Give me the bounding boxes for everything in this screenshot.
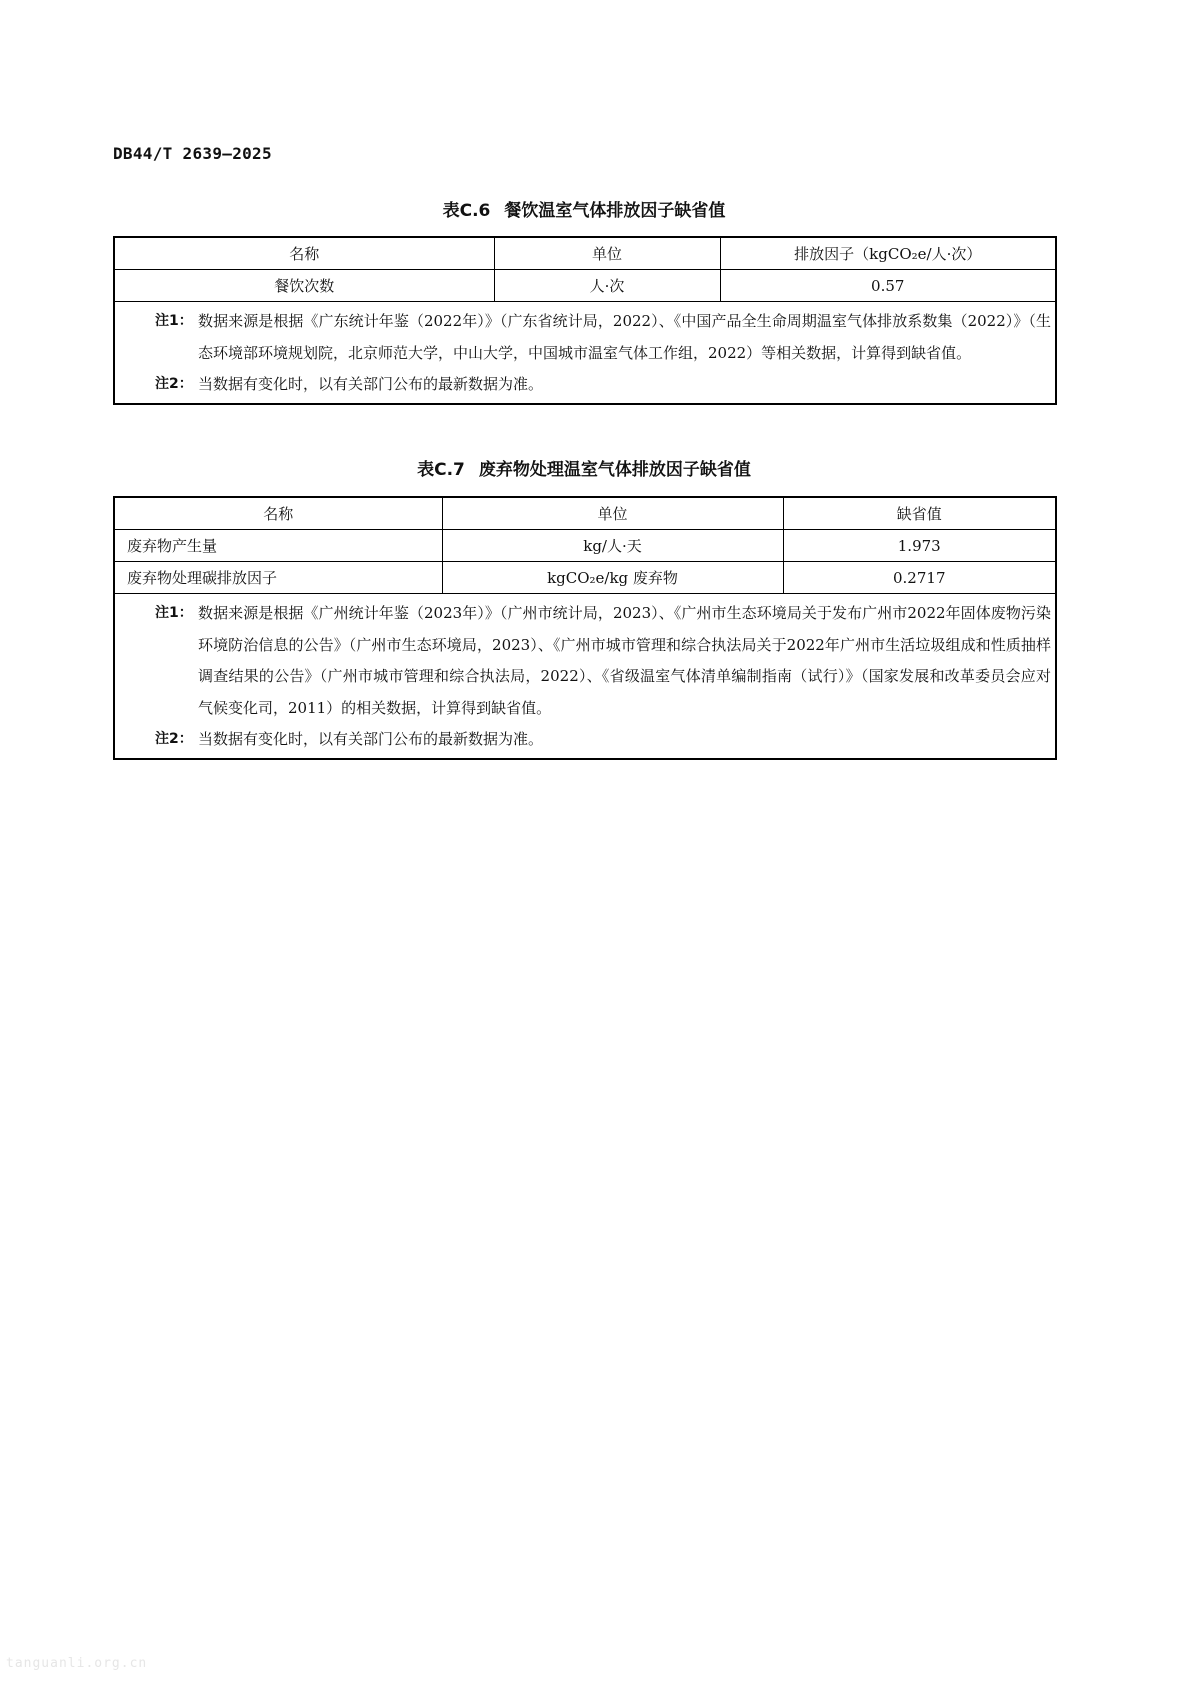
table-cell: kg/人·天: [442, 530, 783, 562]
table-cell: 0.2717: [783, 562, 1056, 594]
header-cell: 缺省值: [783, 497, 1056, 530]
table-c6: [113, 236, 1057, 405]
header-cell: 名称: [114, 237, 494, 270]
header-cell: 单位: [494, 237, 720, 270]
table-cell: kgCO₂e/kg 废弃物: [442, 562, 783, 594]
table-cell: 1.973: [783, 530, 1056, 562]
table-cell: 餐饮次数: [114, 270, 494, 302]
note-text: 当数据有变化时，以有关部门公布的最新数据为准。: [198, 375, 544, 393]
table-row: [114, 530, 1056, 562]
note-text: 数据来源是根据《广东统计年鉴（2022年）》（广东省统计局，2022）、《中国产品全生命周期温室气体排放系数集（2022）》（生态环境部环境规划院，北京师范大学，中山大学，中国城市温室气体工作组，2022）等相关数据，计算得到缺省值。: [198, 312, 1051, 362]
header-cell: 单位: [442, 497, 783, 530]
table-header-row: [114, 237, 1056, 270]
table-cell: 人·次: [494, 270, 720, 302]
note-2: [115, 369, 1055, 401]
table-c7-title: [113, 455, 1055, 480]
document-code: DB44/T 2639—2025: [113, 144, 272, 163]
note-label: 注1：: [155, 605, 193, 621]
header-cell: 名称: [114, 497, 442, 530]
table-c6-number: 表C.6: [442, 201, 491, 221]
watermark: tanguanli.org.cn: [6, 1656, 148, 1671]
table-c6-title: [113, 196, 1055, 221]
table-cell: 0.57: [720, 270, 1056, 302]
note-label: 注2：: [155, 376, 193, 392]
table-c6-title-text: 餐饮温室气体排放因子缺省值: [504, 201, 726, 221]
notes-row: [114, 594, 1056, 759]
notes-cell: [114, 594, 1056, 759]
table-row: [114, 270, 1056, 302]
note-2: [115, 724, 1055, 756]
header-cell: 排放因子（kgCO₂e/人·次）: [720, 237, 1056, 270]
note-label: 注2：: [155, 731, 193, 747]
note-text: 当数据有变化时，以有关部门公布的最新数据为准。: [198, 730, 544, 748]
table-header-row: [114, 497, 1056, 530]
note-1: [115, 306, 1055, 369]
note-label: 注1：: [155, 313, 193, 329]
notes-cell: [114, 302, 1056, 404]
notes-row: [114, 302, 1056, 404]
note-1: [115, 598, 1055, 724]
table-c7-number: 表C.7: [417, 460, 465, 480]
table-cell: 废弃物产生量: [114, 530, 442, 562]
table-cell: 废弃物处理碳排放因子: [114, 562, 442, 594]
table-c7: [113, 496, 1057, 760]
table-row: [114, 562, 1056, 594]
note-text: 数据来源是根据《广州统计年鉴（2023年）》（广州市统计局，2023）、《广州市生态环境局关于发布广州市2022年固体废物污染环境防治信息的公告》（广州市生态环境局，2023）、《广州市城市管理和综合执法局关于2022年广州市生活垃圾组成和性质抽样调查结果的公告》（广州市城市管理和综合执法局，2022）、《省级温室气体清单编制指南（试行）》（国家发展和改革委员会应对气候变化司，2011）的相关数据，计算得到缺省值。: [198, 604, 1051, 717]
table-c7-title-text: 废弃物处理温室气体排放因子缺省值: [478, 460, 751, 480]
